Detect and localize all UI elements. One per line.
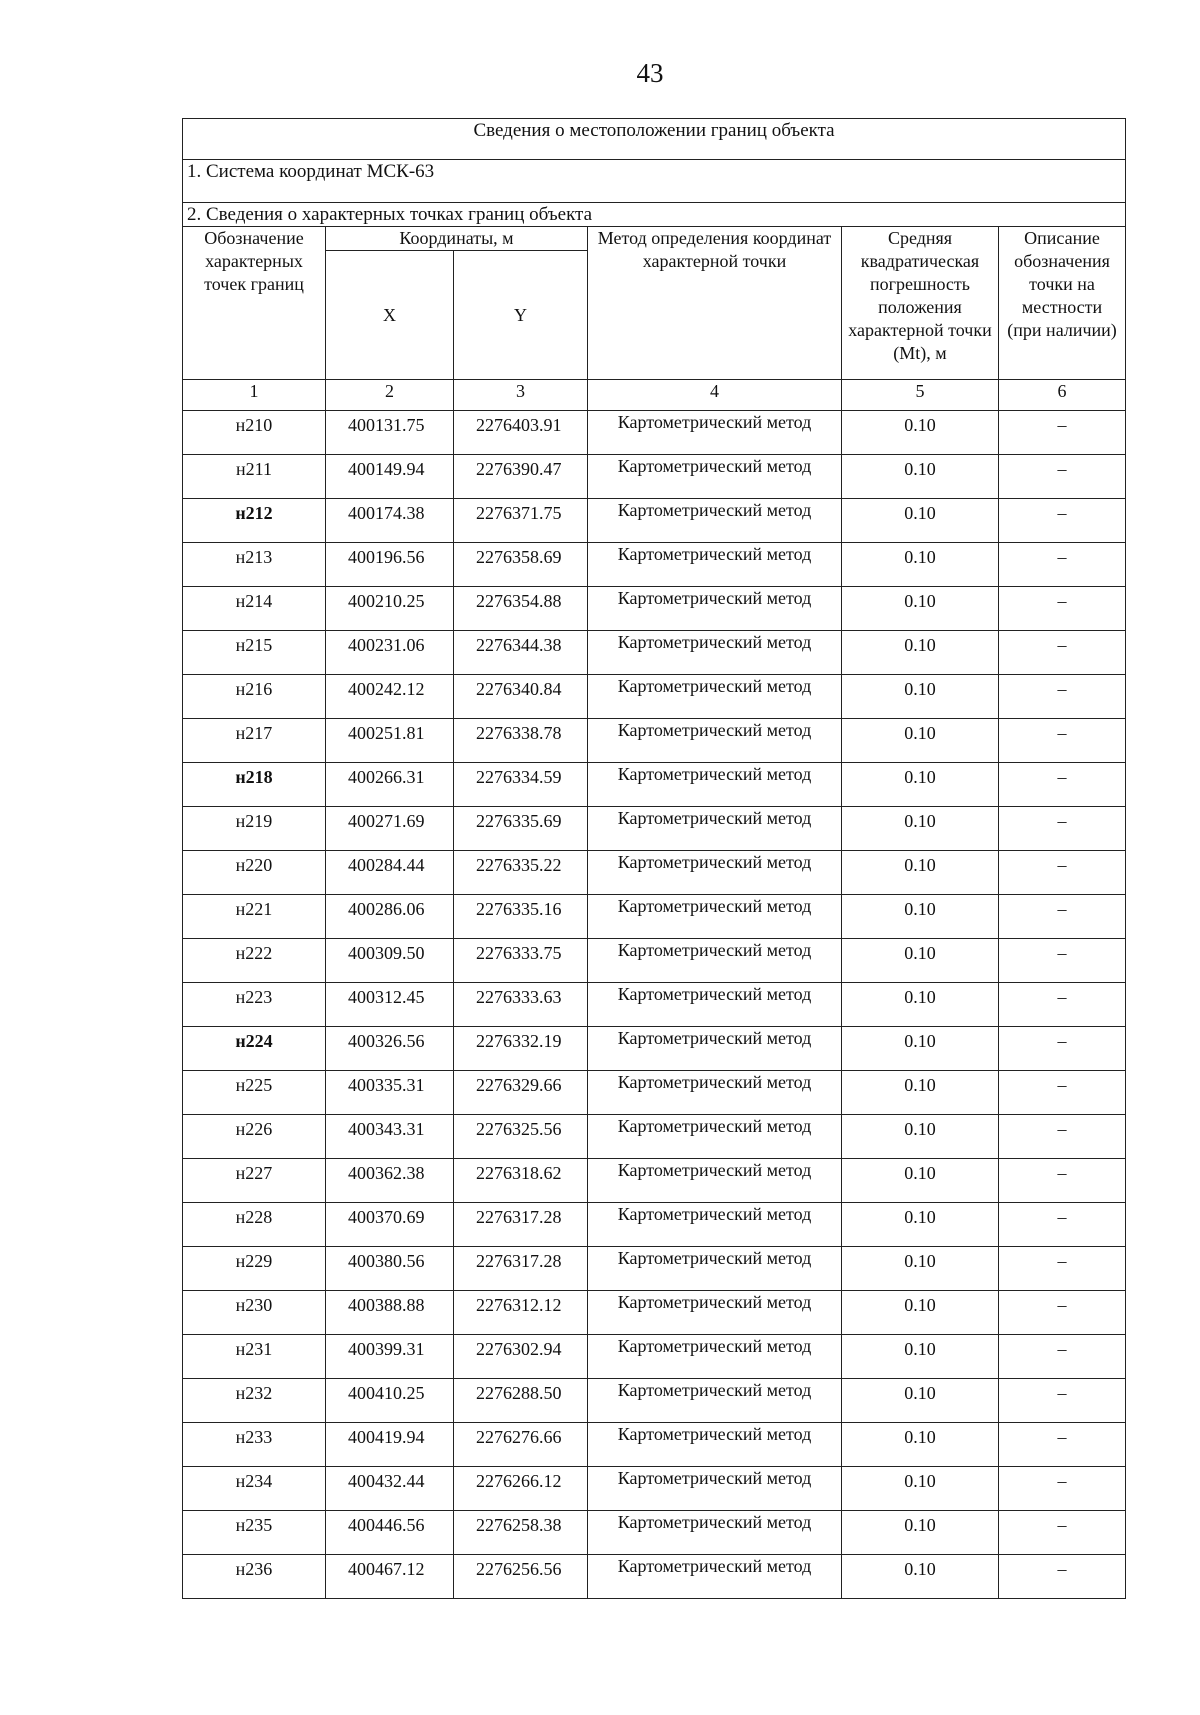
column-numbers-row: [183, 380, 1126, 411]
x-cell: 400370.69: [326, 1203, 454, 1247]
x-cell: 400362.38: [326, 1159, 454, 1203]
x-cell: 400231.06: [326, 631, 454, 675]
x-cell: 400286.06: [326, 895, 454, 939]
y-cell: 2276312.12: [454, 1291, 588, 1335]
y-cell: 2276335.69: [454, 807, 588, 851]
method-cell: Картометрический метод: [588, 807, 842, 851]
method-cell: Картометрический метод: [588, 455, 842, 499]
point-cell: н222: [183, 939, 326, 983]
point-cell: н210: [183, 411, 326, 455]
desc-cell: –: [999, 1335, 1126, 1379]
desc-cell: –: [999, 1511, 1126, 1555]
method-cell: Картометрический метод: [588, 1203, 842, 1247]
table-row: [183, 543, 1126, 587]
method-cell: Картометрический метод: [588, 1115, 842, 1159]
method-cell: Картометрический метод: [588, 983, 842, 1027]
x-cell: 400196.56: [326, 543, 454, 587]
y-cell: 2276403.91: [454, 411, 588, 455]
error-cell: 0.10: [842, 1379, 999, 1423]
boundary-points-table: [182, 118, 1126, 1599]
table-row: [183, 631, 1126, 675]
x-cell: 400335.31: [326, 1071, 454, 1115]
table-row: [183, 587, 1126, 631]
y-cell: 2276371.75: [454, 499, 588, 543]
y-cell: 2276333.63: [454, 983, 588, 1027]
point-cell: н219: [183, 807, 326, 851]
header-row-1: [183, 227, 1126, 251]
x-cell: 400251.81: [326, 719, 454, 763]
table-row: [183, 1247, 1126, 1291]
y-cell: 2276354.88: [454, 587, 588, 631]
error-cell: 0.10: [842, 763, 999, 807]
header-coords: Координаты, м: [326, 227, 588, 251]
table-row: [183, 1115, 1126, 1159]
desc-cell: –: [999, 499, 1126, 543]
point-cell: н211: [183, 455, 326, 499]
error-cell: 0.10: [842, 1291, 999, 1335]
point-cell: н225: [183, 1071, 326, 1115]
error-cell: 0.10: [842, 1335, 999, 1379]
y-cell: 2276344.38: [454, 631, 588, 675]
x-cell: 400467.12: [326, 1555, 454, 1599]
point-cell: н236: [183, 1555, 326, 1599]
y-cell: 2276317.28: [454, 1203, 588, 1247]
x-cell: 400399.31: [326, 1335, 454, 1379]
desc-cell: –: [999, 543, 1126, 587]
table-row: [183, 455, 1126, 499]
table-row: [183, 411, 1126, 455]
point-cell: н214: [183, 587, 326, 631]
method-cell: Картометрический метод: [588, 1423, 842, 1467]
section-title: 2. Сведения о характерных точках границ объекта: [183, 203, 1126, 227]
method-cell: Картометрический метод: [588, 763, 842, 807]
table-row: [183, 763, 1126, 807]
method-cell: Картометрический метод: [588, 1511, 842, 1555]
coord-system: 1. Система координат МСК-63: [183, 160, 1126, 203]
method-cell: Картометрический метод: [588, 543, 842, 587]
x-cell: 400446.56: [326, 1511, 454, 1555]
header-error-text: Средняя квадратическая погрешность положения характерной точки (Mt), м: [848, 228, 992, 363]
table-row: [183, 499, 1126, 543]
table-row: [183, 1071, 1126, 1115]
column-number: 2: [326, 380, 454, 411]
x-cell: 400284.44: [326, 851, 454, 895]
y-cell: 2276258.38: [454, 1511, 588, 1555]
error-cell: 0.10: [842, 939, 999, 983]
point-cell: н230: [183, 1291, 326, 1335]
point-cell: н221: [183, 895, 326, 939]
method-cell: Картометрический метод: [588, 1555, 842, 1599]
desc-cell: –: [999, 1027, 1126, 1071]
desc-cell: –: [999, 1379, 1126, 1423]
table-row: [183, 1555, 1126, 1599]
desc-cell: –: [999, 1071, 1126, 1115]
point-cell: н220: [183, 851, 326, 895]
method-cell: Картометрический метод: [588, 851, 842, 895]
y-cell: 2276329.66: [454, 1071, 588, 1115]
x-cell: 400131.75: [326, 411, 454, 455]
error-cell: 0.10: [842, 983, 999, 1027]
error-cell: 0.10: [842, 1467, 999, 1511]
column-number: 6: [999, 380, 1126, 411]
x-cell: 400309.50: [326, 939, 454, 983]
header-method: Метод определения координат характерной точки: [588, 227, 842, 380]
table-row: [183, 1511, 1126, 1555]
x-cell: 400380.56: [326, 1247, 454, 1291]
method-cell: Картометрический метод: [588, 411, 842, 455]
point-cell: н227: [183, 1159, 326, 1203]
table-row: [183, 807, 1126, 851]
y-cell: 2276335.22: [454, 851, 588, 895]
method-cell: Картометрический метод: [588, 1027, 842, 1071]
point-cell: н217: [183, 719, 326, 763]
table-title-row: [183, 119, 1126, 160]
method-cell: Картометрический метод: [588, 1291, 842, 1335]
method-cell: Картометрический метод: [588, 1379, 842, 1423]
x-cell: 400326.56: [326, 1027, 454, 1071]
x-cell: 400210.25: [326, 587, 454, 631]
x-cell: 400174.38: [326, 499, 454, 543]
y-cell: 2276340.84: [454, 675, 588, 719]
column-number: 5: [842, 380, 999, 411]
method-cell: Картометрический метод: [588, 1247, 842, 1291]
table-row: [183, 1467, 1126, 1511]
error-cell: 0.10: [842, 631, 999, 675]
point-cell: н228: [183, 1203, 326, 1247]
x-cell: 400271.69: [326, 807, 454, 851]
table-row: [183, 895, 1126, 939]
error-cell: 0.10: [842, 719, 999, 763]
table-row: [183, 675, 1126, 719]
error-cell: 0.10: [842, 455, 999, 499]
error-cell: 0.10: [842, 1555, 999, 1599]
x-cell: 400410.25: [326, 1379, 454, 1423]
error-cell: 0.10: [842, 1159, 999, 1203]
desc-cell: –: [999, 851, 1126, 895]
coord-system-row: [183, 160, 1126, 203]
table-row: [183, 1291, 1126, 1335]
column-number: 3: [454, 380, 588, 411]
y-cell: 2276288.50: [454, 1379, 588, 1423]
point-cell: н229: [183, 1247, 326, 1291]
y-cell: 2276317.28: [454, 1247, 588, 1291]
table-row: [183, 939, 1126, 983]
y-cell: 2276256.56: [454, 1555, 588, 1599]
error-cell: 0.10: [842, 411, 999, 455]
desc-cell: –: [999, 455, 1126, 499]
error-cell: 0.10: [842, 895, 999, 939]
method-cell: Картометрический метод: [588, 1335, 842, 1379]
method-cell: Картометрический метод: [588, 1071, 842, 1115]
point-cell: н234: [183, 1467, 326, 1511]
table-row: [183, 1203, 1126, 1247]
y-cell: 2276390.47: [454, 455, 588, 499]
error-cell: 0.10: [842, 675, 999, 719]
table-row: [183, 983, 1126, 1027]
table-row: [183, 1379, 1126, 1423]
desc-cell: –: [999, 1423, 1126, 1467]
desc-cell: –: [999, 1291, 1126, 1335]
table-row: [183, 851, 1126, 895]
error-cell: 0.10: [842, 543, 999, 587]
y-cell: 2276335.16: [454, 895, 588, 939]
x-cell: 400343.31: [326, 1115, 454, 1159]
point-cell: н213: [183, 543, 326, 587]
table-row: [183, 719, 1126, 763]
point-cell: н212: [183, 499, 326, 543]
method-cell: Картометрический метод: [588, 719, 842, 763]
point-cell: н218: [183, 763, 326, 807]
desc-cell: –: [999, 1467, 1126, 1511]
x-cell: 400242.12: [326, 675, 454, 719]
table-row: [183, 1335, 1126, 1379]
point-cell: н233: [183, 1423, 326, 1467]
y-cell: 2276325.56: [454, 1115, 588, 1159]
desc-cell: –: [999, 895, 1126, 939]
desc-cell: –: [999, 411, 1126, 455]
error-cell: 0.10: [842, 1115, 999, 1159]
point-cell: н231: [183, 1335, 326, 1379]
desc-cell: –: [999, 983, 1126, 1027]
x-cell: 400312.45: [326, 983, 454, 1027]
desc-cell: –: [999, 719, 1126, 763]
error-cell: 0.10: [842, 499, 999, 543]
point-cell: н223: [183, 983, 326, 1027]
method-cell: Картометрический метод: [588, 1159, 842, 1203]
x-cell: 400388.88: [326, 1291, 454, 1335]
desc-cell: –: [999, 587, 1126, 631]
point-cell: н226: [183, 1115, 326, 1159]
method-cell: Картометрический метод: [588, 939, 842, 983]
table-row: [183, 1027, 1126, 1071]
y-cell: 2276332.19: [454, 1027, 588, 1071]
y-cell: 2276338.78: [454, 719, 588, 763]
y-cell: 2276334.59: [454, 763, 588, 807]
error-cell: 0.10: [842, 807, 999, 851]
desc-cell: –: [999, 631, 1126, 675]
section-title-row: [183, 203, 1126, 227]
desc-cell: –: [999, 939, 1126, 983]
y-cell: 2276302.94: [454, 1335, 588, 1379]
x-cell: 400432.44: [326, 1467, 454, 1511]
desc-cell: –: [999, 1555, 1126, 1599]
method-cell: Картометрический метод: [588, 499, 842, 543]
desc-cell: –: [999, 1203, 1126, 1247]
method-cell: Картометрический метод: [588, 631, 842, 675]
header-y: Y: [454, 251, 588, 380]
column-number: 4: [588, 380, 842, 411]
y-cell: 2276358.69: [454, 543, 588, 587]
point-cell: н216: [183, 675, 326, 719]
point-cell: н224: [183, 1027, 326, 1071]
point-cell: н215: [183, 631, 326, 675]
table-row: [183, 1423, 1126, 1467]
y-cell: 2276318.62: [454, 1159, 588, 1203]
error-cell: 0.10: [842, 851, 999, 895]
y-cell: 2276266.12: [454, 1467, 588, 1511]
point-cell: н235: [183, 1511, 326, 1555]
error-cell: 0.10: [842, 1027, 999, 1071]
method-cell: Картометрический метод: [588, 675, 842, 719]
y-cell: 2276333.75: [454, 939, 588, 983]
header-error: [842, 227, 999, 380]
header-point: Обозначение характерных точек границ: [183, 227, 326, 380]
y-cell: 2276276.66: [454, 1423, 588, 1467]
desc-cell: –: [999, 807, 1126, 851]
error-cell: 0.10: [842, 1071, 999, 1115]
table-title: Сведения о местоположении границ объекта: [183, 119, 1126, 160]
page-number: 43: [636, 58, 664, 88]
x-cell: 400419.94: [326, 1423, 454, 1467]
header-x: X: [326, 251, 454, 380]
point-cell: н232: [183, 1379, 326, 1423]
error-cell: 0.10: [842, 587, 999, 631]
error-cell: 0.10: [842, 1203, 999, 1247]
desc-cell: –: [999, 763, 1126, 807]
method-cell: Картометрический метод: [588, 587, 842, 631]
x-cell: 400149.94: [326, 455, 454, 499]
header-desc: Описание обозначения точки на местности (при наличии): [999, 227, 1126, 380]
x-cell: 400266.31: [326, 763, 454, 807]
method-cell: Картометрический метод: [588, 1467, 842, 1511]
error-cell: 0.10: [842, 1247, 999, 1291]
desc-cell: –: [999, 675, 1126, 719]
desc-cell: –: [999, 1115, 1126, 1159]
table-row: [183, 1159, 1126, 1203]
error-cell: 0.10: [842, 1511, 999, 1555]
error-cell: 0.10: [842, 1423, 999, 1467]
column-number: 1: [183, 380, 326, 411]
method-cell: Картометрический метод: [588, 895, 842, 939]
desc-cell: –: [999, 1247, 1126, 1291]
desc-cell: –: [999, 1159, 1126, 1203]
